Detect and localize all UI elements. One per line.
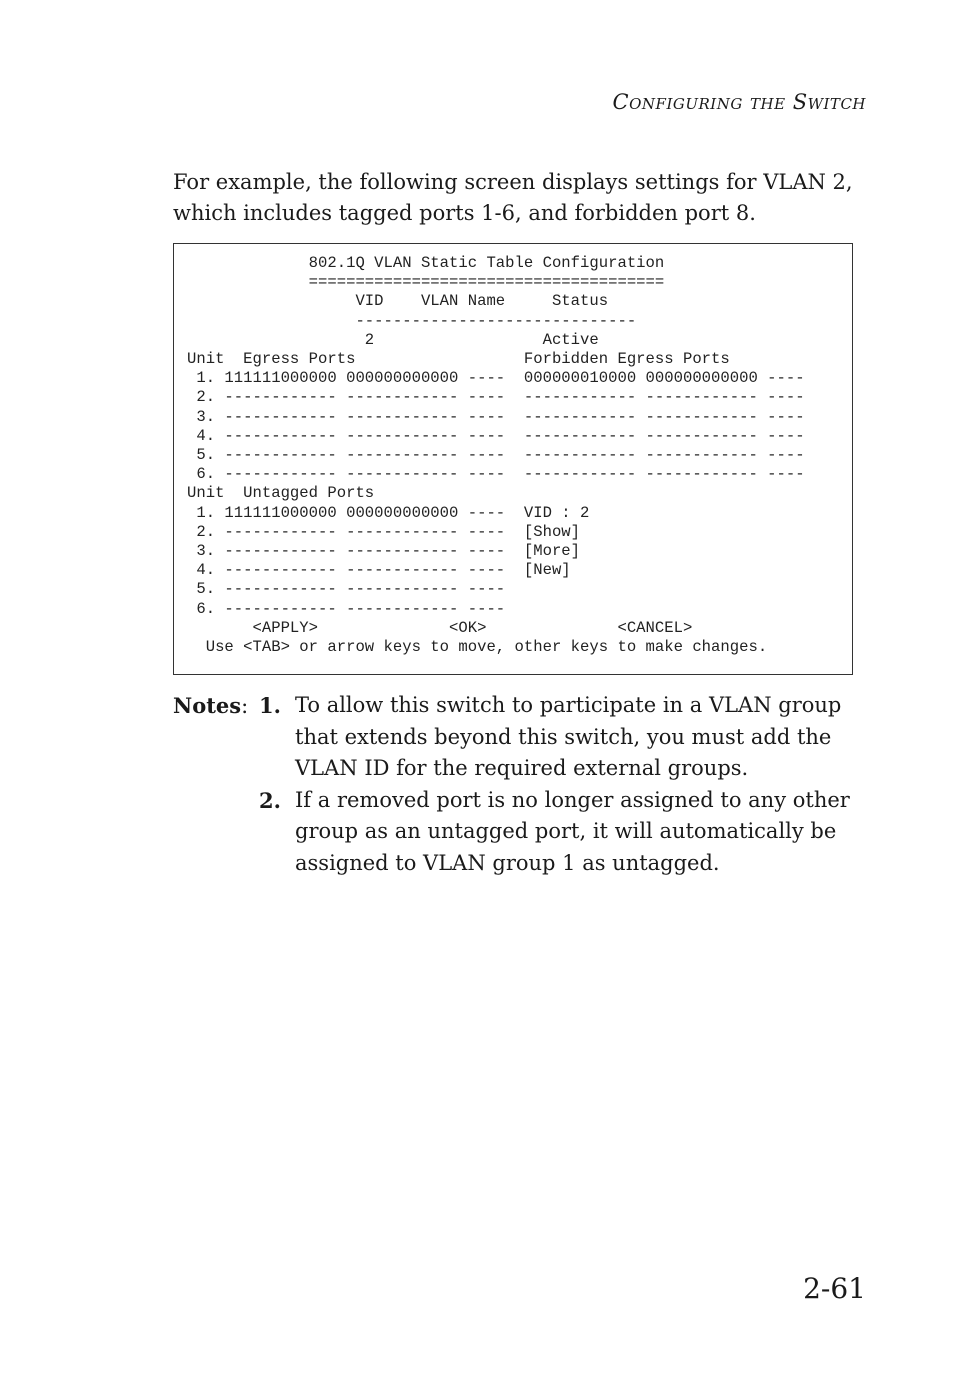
note-item [173,785,873,880]
terminal-line: Use <TAB> or arrow keys to move, other keys to make changes. [187,638,768,657]
terminal-line: 3. ------------ ------------ ---- ------------ ------------ ---- [187,407,805,426]
terminal-line: 2. ------------ ------------ ---- ------------ ------------ ---- [187,388,805,407]
terminal-line: 1. 111111000000 000000000000 ---- 000000010000 000000000000 ---- [187,369,805,388]
terminal-line: 4. ------------ ------------ ---- ------------ ------------ ---- [187,426,805,445]
terminal-line: 2 Active [187,330,599,349]
note-number: 2. [259,787,281,813]
terminal-line: <APPLY> <OK> <CANCEL> [187,618,693,637]
terminal-line: 802.1Q VLAN Static Table Configuration [187,254,665,272]
note-text: If a removed port is no longer assigned to any other group as an untagged port, it will automatically be assigned to VLAN group 1 as untagged. [295,787,850,875]
terminal-line: 6. ------------ ------------ ---- ------------ ------------ ---- [187,465,805,484]
intro-paragraph: For example, the following screen displays settings for VLAN 2, which includes tagged ports 1-6, and forbidden port 8. [173,170,853,225]
notes-section [173,690,873,879]
terminal-line: 4. ------------ ------------ ---- [New] [187,561,571,580]
terminal-line: 5. ------------ ------------ ---- [187,580,506,599]
note-item [173,690,873,785]
terminal-screen-text [187,254,805,657]
terminal-line: ------------------------------ [187,311,637,330]
terminal-line: 5. ------------ ------------ ---- ------------ ------------ ---- [187,446,805,465]
note-text: To allow this switch to participate in a VLAN group that extends beyond this switch, you must add the VLAN ID for the required external groups. [295,693,842,780]
terminal-line: ====================================== [187,273,665,292]
notes-colon: : [241,694,249,718]
terminal-line: VID VLAN Name Status [187,292,609,311]
terminal-line: Unit Egress Ports Forbidden Egress Ports [187,350,730,369]
note-number: 1. [259,693,281,718]
running-head: Configuring the Switch [612,90,866,114]
terminal-line: 2. ------------ ------------ ---- [Show] [187,522,581,541]
terminal-line: Unit Untagged Ports [187,484,375,503]
terminal-line: 6. ------------ ------------ ---- [187,599,506,618]
terminal-line: 3. ------------ ------------ ---- [More] [187,542,581,561]
terminal-line: 1. 111111000000 000000000000 ---- VID : 2 [187,503,590,522]
page-number: 2-61 [803,1272,866,1305]
notes-label-text: Notes [173,693,242,718]
terminal-screen [173,243,853,675]
